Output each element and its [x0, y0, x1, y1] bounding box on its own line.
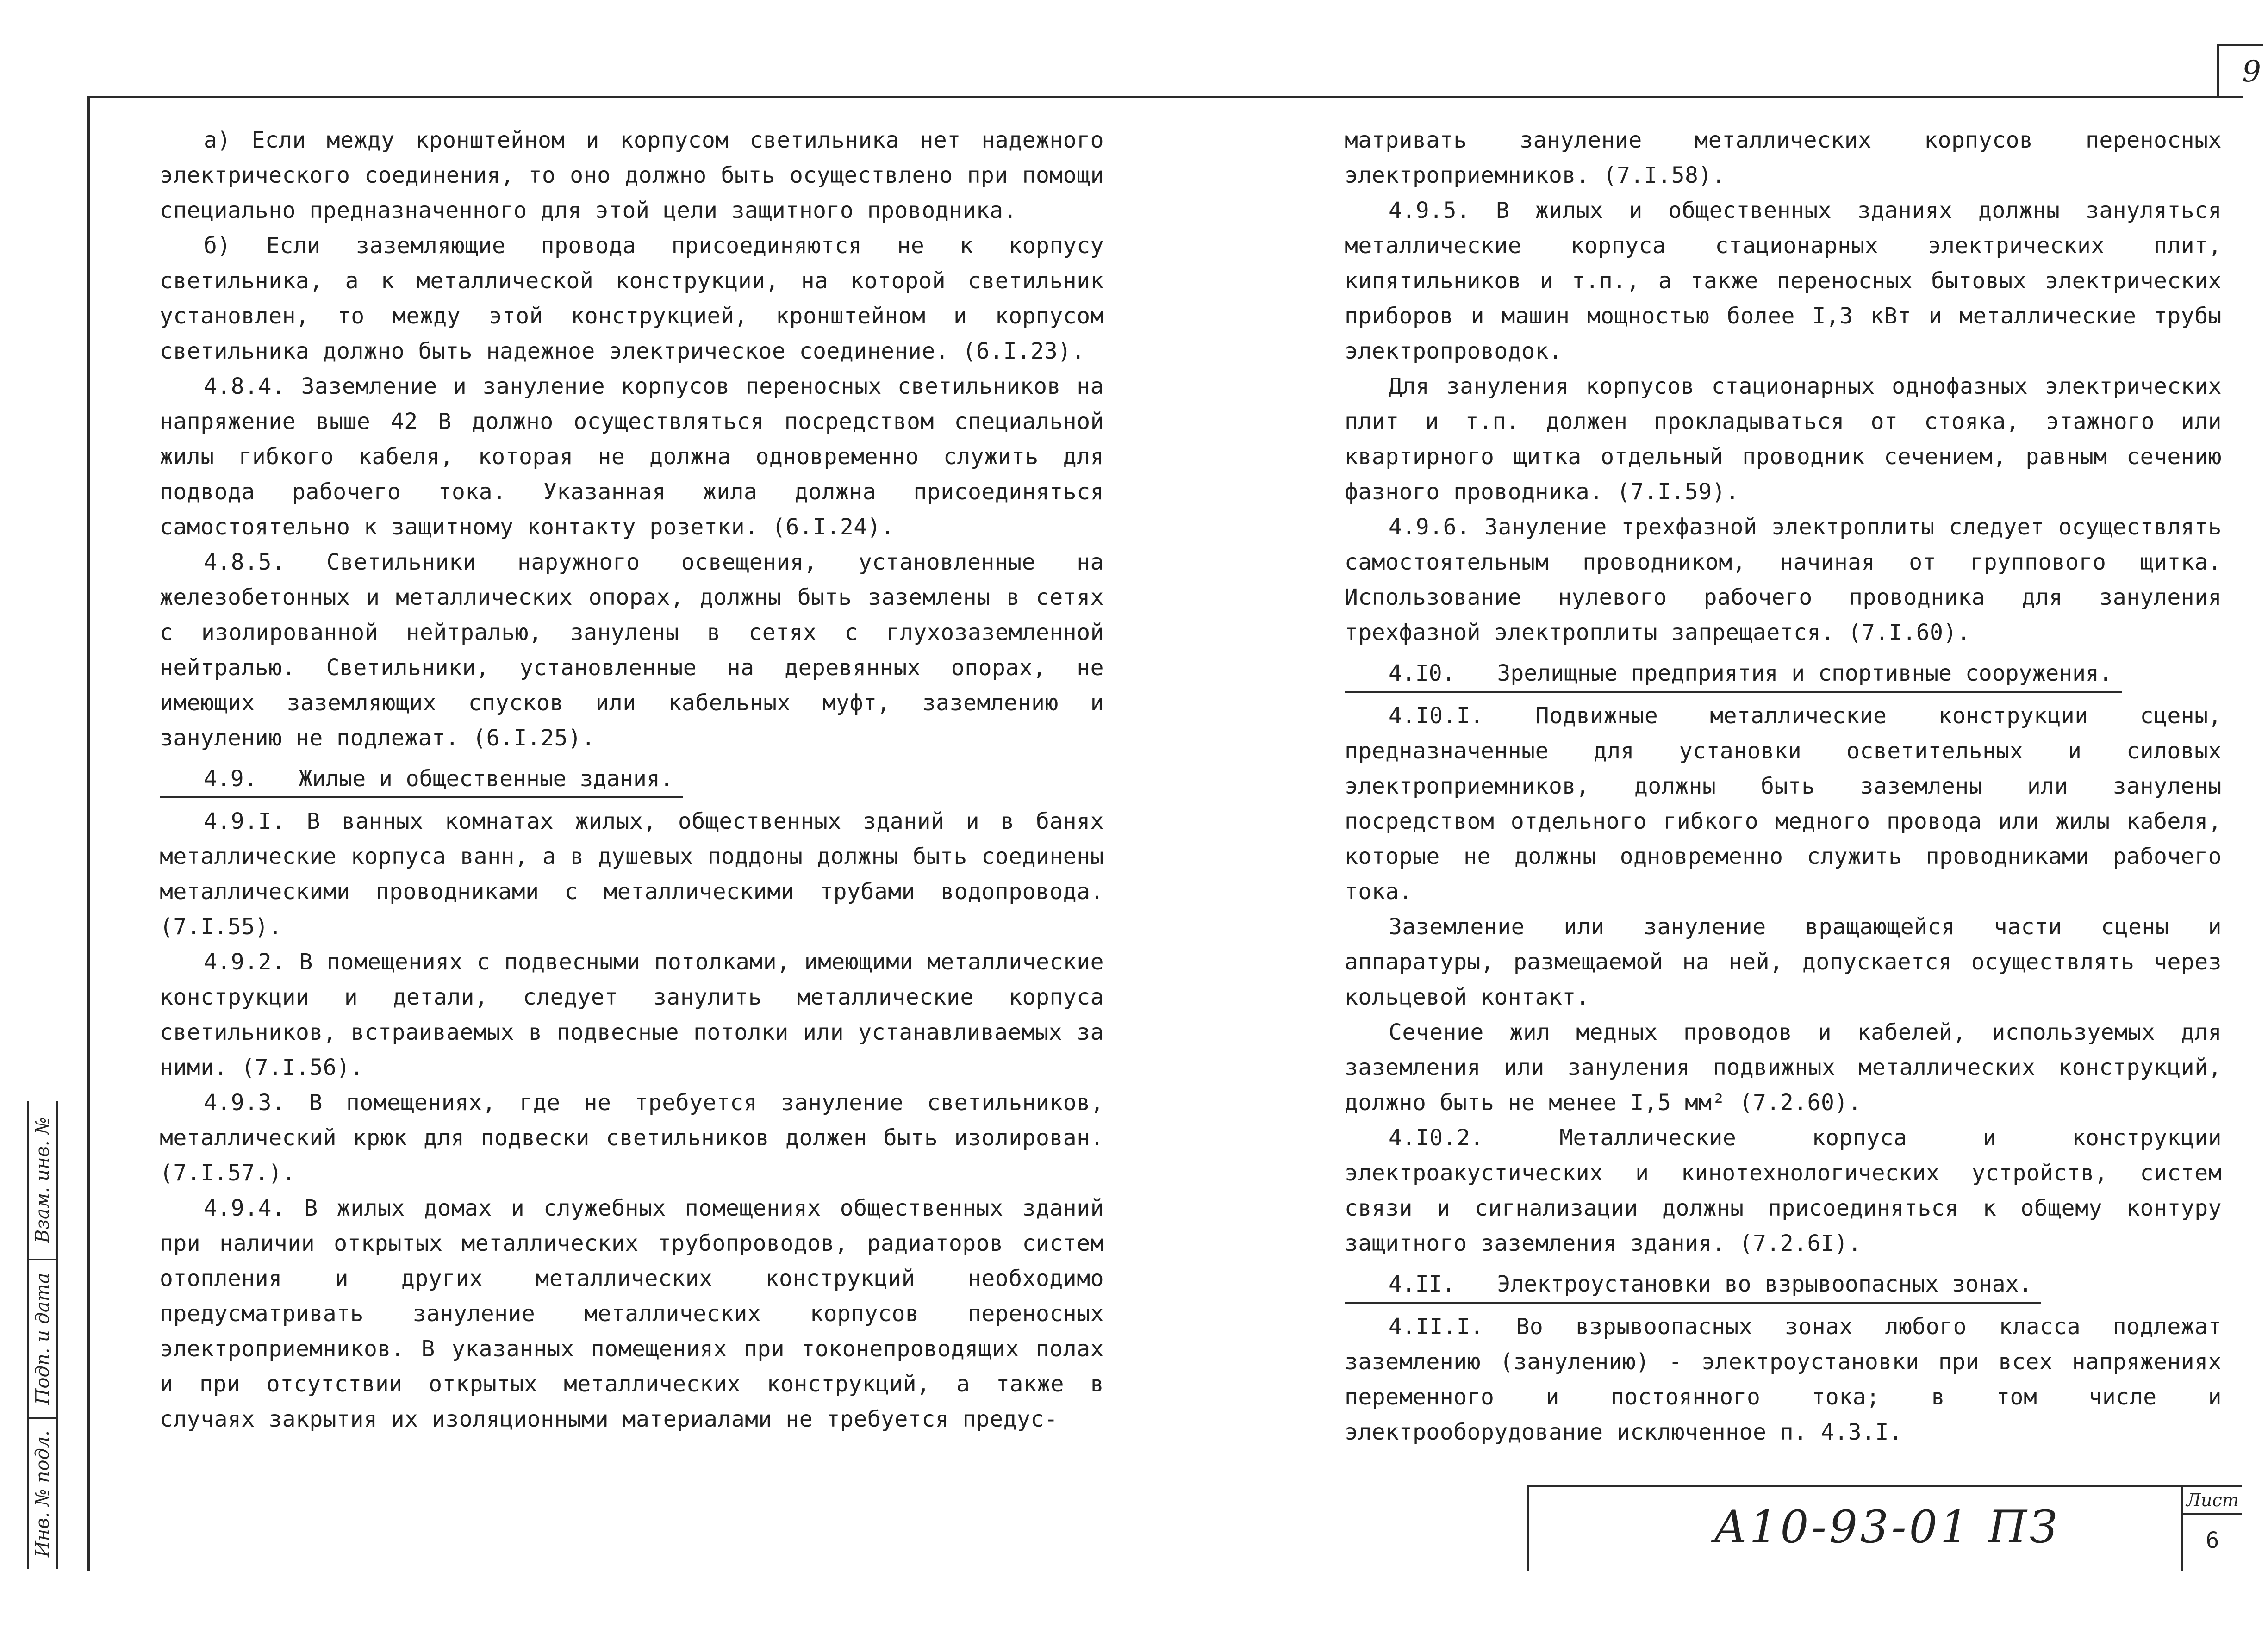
replace-inv-cell: [29, 1101, 56, 1260]
paragraph: 4.I0.2. Металлические корпуса и конструкции электроакустических и кинотехнологических устройств, систем связи и сигнализации должны присоединяться к общему контуру защитного заземления здания. (7.2.6I).: [1345, 1125, 2222, 1256]
paragraph: 4.8.4. Заземление и зануление корпусов переносных светильников на напряжение выше 42 В должно осуществляться посредством специальной жилы гибкого кабеля, которая не должна одновременно служить для подвода рабочего тока. Указанная жила должна присоединяться самостоятельно к защитному контакту розетки. (6.I.24).: [160, 373, 1104, 540]
inv-no-cell: [29, 1419, 56, 1569]
paragraph: 4.9.2. В помещениях с подвесными потолками, имеющими металлические конструкции и детали, следует занулить металлические корпуса светильников, встраиваемых в подвесные потолки или устанавливаемых за ними. (7.I.56).: [160, 949, 1104, 1081]
section-heading: [1345, 1267, 2041, 1304]
paragraph: Заземление или зануление вращающейся части сцены и аппаратуры, размещаемой на ней, допускается осуществлять через кольцевой контакт.: [1345, 914, 2222, 1010]
side-stamp-labels: [29, 1101, 58, 1569]
side-stamp: [27, 1101, 89, 1569]
section-heading: [160, 761, 683, 798]
paragraph: 4.9.6. Зануление трехфазной электроплиты следует осуществлять самостоятельным проводником, начиная от группового щитка. Использование нулевого рабочего проводника для зануления трехфазной электроплиты запрещается. (7.I.60).: [1345, 514, 2222, 646]
section-number: 4.I0.: [1389, 660, 1456, 686]
paragraph: 4.9.4. В жилых домах и служебных помещениях общественных зданий при наличии открытых металлических трубопроводов, радиаторов систем отопления и других металлических конструкций необходимо предусматривать зануление металлических корпусов переносных электроприемников. В указанных помещениях при токонепроводящих полах и при отсутствии открытых металлических конструкций, а также в случаях закрытия их изоляционными материалами не требуется предус-: [160, 1195, 1104, 1432]
section-number: 4.II.: [1389, 1271, 1456, 1297]
section-number: 4.9.: [204, 766, 257, 792]
section-heading: [1345, 656, 2122, 693]
continued-paragraph: матривать зануление металлических корпусов переносных электроприемников. (7.I.58).: [1345, 127, 2222, 188]
sign-date-label: Подп. и дата: [32, 1273, 53, 1405]
paragraph: 4.8.5. Светильники наружного освещения, установленные на железобетонных и металлических опорах, должны быть заземлены в сетях с изолированной нейтралью, занулены в сетях с глухозаземленной нейтралью. Светильники, установленные на деревянных опорах, не имеющих заземляющих спусков или кабельных муфт, заземлению и занулению не подлежат. (6.I.25).: [160, 549, 1104, 751]
title-block: [1527, 1485, 2242, 1571]
corner-page-number: 9: [2217, 44, 2263, 98]
paragraph: 4.9.5. В жилых и общественных зданиях должны зануляться металлические корпуса стационарных электрических плит, кипятильников и т.п., а также переносных бытовых электрических приборов и машин мощностью более I,3 кВт и металлические трубы электропроводок.: [1345, 198, 2222, 364]
paragraph: Сечение жил медных проводов и кабелей, используемых для заземления или зануления подвижных металлических конструкций, должно быть не менее I,5 мм² (7.2.60).: [1345, 1019, 2222, 1116]
section-title: Жилые и общественные здания.: [299, 766, 673, 792]
side-stamp-values: [57, 1101, 85, 1569]
replace-inv-label: Взам. инв. №: [32, 1117, 54, 1243]
sheet-label: Лист: [2183, 1487, 2242, 1515]
paragraph: 4.I0.I. Подвижные металлические конструкции сцены, предназначенные для установки осветительных и силовых электроприемников, должны быть заземлены или занулены посредством отдельного гибкого медного провода или жилы кабеля, которые не должны одновременно служить проводниками рабочего тока.: [1345, 703, 2222, 905]
inv-no-label: Инв. № подл.: [32, 1430, 54, 1557]
paragraph: 4.9.3. В помещениях, где не требуется зануление светильников, металлический крюк для подвески светильников должен быть изолирован. (7.I.57.).: [160, 1090, 1104, 1186]
sign-date-cell: [29, 1260, 56, 1419]
section-title: Зрелищные предприятия и спортивные сооружения.: [1497, 660, 2112, 686]
paragraph: б) Если заземляющие провода присоединяются не к корпусу светильника, а к металлической конструкции, на которой светильник установлен, то между этой конструкцией, кронштейном и корпусом светильника должно быть надежное электрическое соединение. (6.I.23).: [160, 233, 1104, 364]
document-code: A10-93-01 ПЗ: [1714, 1501, 2060, 1553]
paragraph: Для зануления корпусов стационарных однофазных электрических плит и т.п. должен прокладываться от стояка, этажного или квартирного щитка отдельный проводник сечением, равным сечению фазного проводника. (7.I.59).: [1345, 373, 2222, 505]
paragraph: а) Если между кронштейном и корпусом светильника нет надежного электрического соединения, то оно должно быть осуществлено при помощи специально предназначенного для этой цели защитного проводника.: [160, 127, 1104, 224]
left-column: [160, 123, 1104, 1437]
sheet-number: 6: [2206, 1528, 2219, 1553]
paragraph: 4.II.I. Во взрывоопасных зонах любого класса подлежат заземлению (занулению) - электроустановки при всех напряжениях переменного и постоянного тока; в том числе и электрооборудование исключенное п. 4.3.I.: [1345, 1314, 2222, 1445]
section-title: Электроустановки во взрывоопасных зонах.: [1497, 1271, 2032, 1297]
right-column: [1345, 123, 2222, 1450]
sheet-box: [2181, 1487, 2242, 1571]
paragraph: 4.9.I. В ванных комнатах жилых, общественных зданий и в банях металлические корпуса ванн, а в душевых поддоны должны быть соединены металлическими проводниками с металлическими трубами водопровода. (7.I.55).: [160, 808, 1104, 940]
